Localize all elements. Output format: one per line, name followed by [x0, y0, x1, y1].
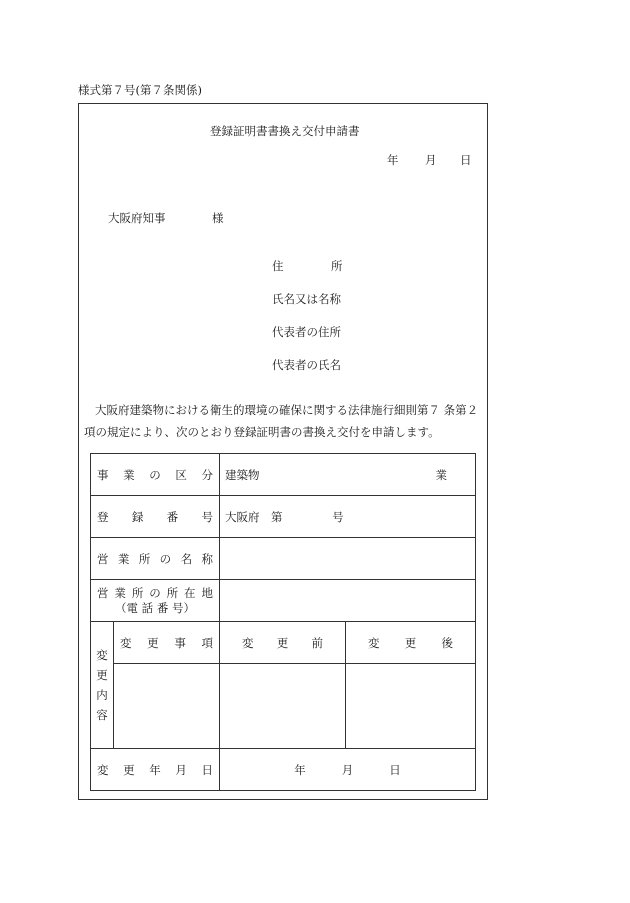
business-type-value[interactable] — [220, 454, 476, 496]
applicant-address-char-1: 住 — [272, 259, 284, 273]
change-item-header: 変 更 事 項 — [114, 622, 220, 664]
date-year-label: 年 — [387, 153, 399, 167]
rep-name-label: 代表者の氏名 — [272, 358, 341, 372]
table-row — [91, 664, 476, 749]
table-row — [91, 454, 476, 496]
table-row — [91, 496, 476, 538]
rep-address-label: 代表者の住所 — [272, 325, 341, 339]
applicant-address-char-2: 所 — [331, 259, 343, 273]
body-text-line-2: 項の規定により、次のとおり登録証明書の書換え交付を申請します。 — [84, 425, 440, 439]
before-change-cell[interactable] — [220, 664, 346, 749]
table-row — [91, 622, 476, 664]
table-row — [91, 538, 476, 580]
reg-number-label: 登 録 番 号 — [91, 496, 220, 538]
body-text-line-1: 大阪府建築物における衛生的環境の確保に関する法律施行細則第７ 条第２ — [95, 403, 479, 417]
business-suffix: 業 — [435, 467, 447, 482]
change-date-month: 月 — [341, 762, 354, 777]
addressee-honorific: 様 — [212, 211, 224, 225]
date-day-label: 日 — [460, 153, 472, 167]
reg-prefix: 大阪府 第 — [225, 509, 283, 524]
business-prefix: 建築物 — [225, 467, 260, 482]
form-title: 登録証明書書換え交付申請書 — [210, 124, 360, 138]
change-date-year: 年 — [294, 762, 306, 777]
after-change-cell[interactable] — [346, 664, 476, 749]
change-date-day: 日 — [389, 762, 401, 777]
change-date-value[interactable] — [220, 749, 476, 791]
business-type-label: 事 業 の 区 分 — [91, 454, 220, 496]
applicant-name-label: 氏名又は名称 — [272, 292, 341, 306]
reg-number-value[interactable] — [220, 496, 476, 538]
addressee-name: 大阪府知事 — [108, 211, 166, 225]
form-number: 様式第７号(第７条関係) — [78, 83, 202, 97]
application-table — [90, 453, 476, 791]
after-change-header: 変 更 後 — [346, 622, 476, 664]
table-row — [91, 580, 476, 622]
change-date-label: 変 更 年 月 日 — [91, 749, 220, 791]
reg-suffix: 号 — [332, 509, 344, 524]
office-name-value[interactable] — [220, 538, 476, 580]
office-location-label: 営 業 所 の 所 在 地 （電 話 番 号） — [91, 580, 220, 622]
change-item-cell[interactable] — [114, 664, 220, 749]
table-row — [91, 749, 476, 791]
office-phone-label: （電 話 番 号） — [115, 600, 195, 615]
date-month-label: 月 — [425, 153, 437, 167]
office-name-label: 営 業 所 の 名 称 — [91, 538, 220, 580]
change-content-label: 変 更 内 容 — [91, 622, 114, 749]
before-change-header: 変 更 前 — [220, 622, 346, 664]
office-location-value[interactable] — [220, 580, 476, 622]
